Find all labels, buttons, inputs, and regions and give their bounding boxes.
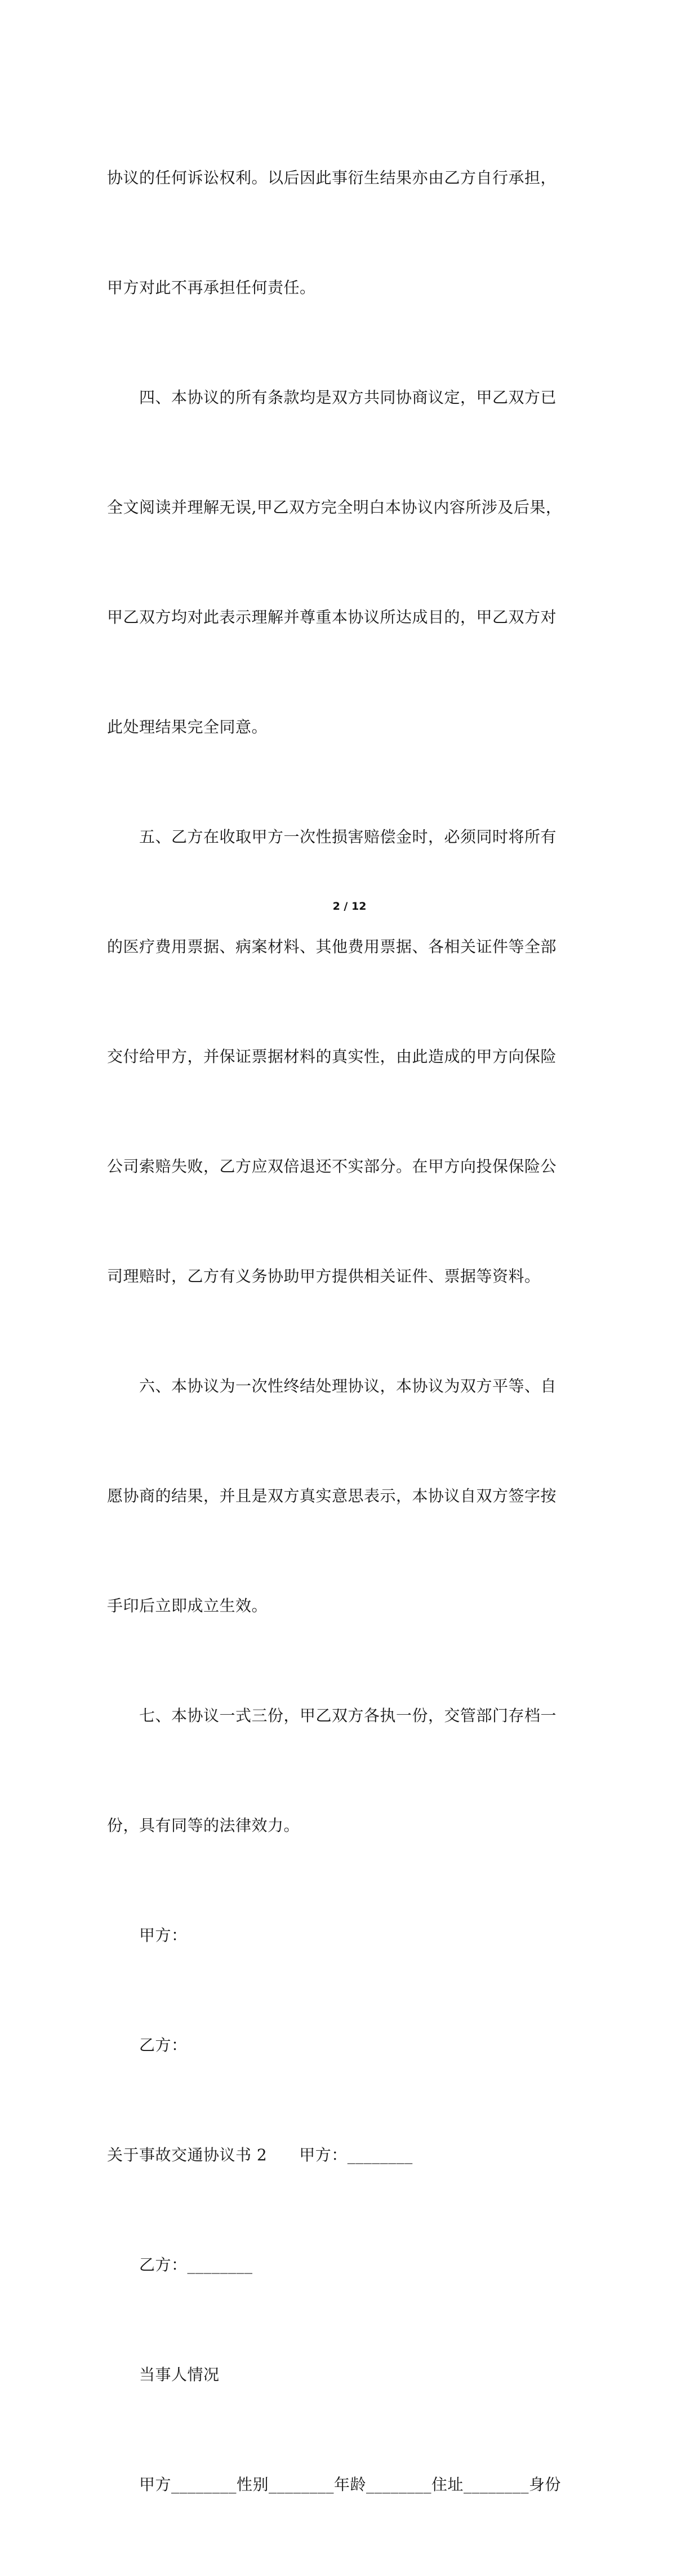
document-line: 交付给甲方，并保证票据材料的真实性，由此造成的甲方向保险: [107, 1047, 557, 1066]
page-number: 2 / 12: [332, 900, 367, 913]
document-line: 此处理结果完全同意。: [107, 718, 268, 736]
document-line: 司理赔时，乙方有义务协助甲方提供相关证件、票据等资料。: [107, 1267, 541, 1285]
document-line: 四、本协议的所有条款均是双方共同协商议定，甲乙双方已: [139, 388, 557, 407]
document-line: 份，具有同等的法律效力。: [107, 1816, 300, 1835]
parties-info-heading: 当事人情况: [139, 2365, 220, 2384]
document-line: 六、本协议为一次性终结处理协议，本协议为双方平等、自: [139, 1377, 557, 1395]
party-a-signature-line: 甲方：: [139, 1926, 188, 1945]
document-line: 七、本协议一式三份，甲乙双方各执一份，交管部门存档一: [139, 1706, 557, 1725]
document-line: 公司索赔失败，乙方应双倍退还不实部分。在甲方向投保保险公: [107, 1157, 557, 1176]
party-a-info-blank-line: 甲方________性别________年龄________住址________身份: [139, 2475, 562, 2494]
document-line: 甲方对此不再承担任何责任。: [107, 278, 316, 297]
document-line: 五、乙方在收取甲方一次性损害赔偿金时，必须同时将所有: [139, 827, 557, 846]
document-line: 甲乙双方均对此表示理解并尊重本协议所达成目的，甲乙双方对: [107, 608, 557, 626]
document-line: 的医疗费用票据、病案材料、其他费用票据、各相关证件等全部: [107, 937, 557, 956]
document-line: 愿协商的结果，并且是双方真实意思表示，本协议自双方签字按: [107, 1487, 557, 1505]
document-line: 手印后立即成立生效。: [107, 1596, 268, 1615]
party-b-blank-line: 乙方：________: [139, 2255, 253, 2274]
page-footer: [0, 900, 699, 913]
document-body: [107, 86, 562, 2576]
agreement-2-title-line: 关于事故交通协议书 2 甲方：________: [107, 2146, 413, 2164]
document-line: 协议的任何诉讼权利。以后因此事衍生结果亦由乙方自行承担，: [107, 168, 557, 187]
document-line: 全文阅读并理解无误,甲乙双方完全明白本协议内容所涉及后果，: [107, 498, 562, 517]
party-b-signature-line: 乙方：: [139, 2036, 188, 2054]
